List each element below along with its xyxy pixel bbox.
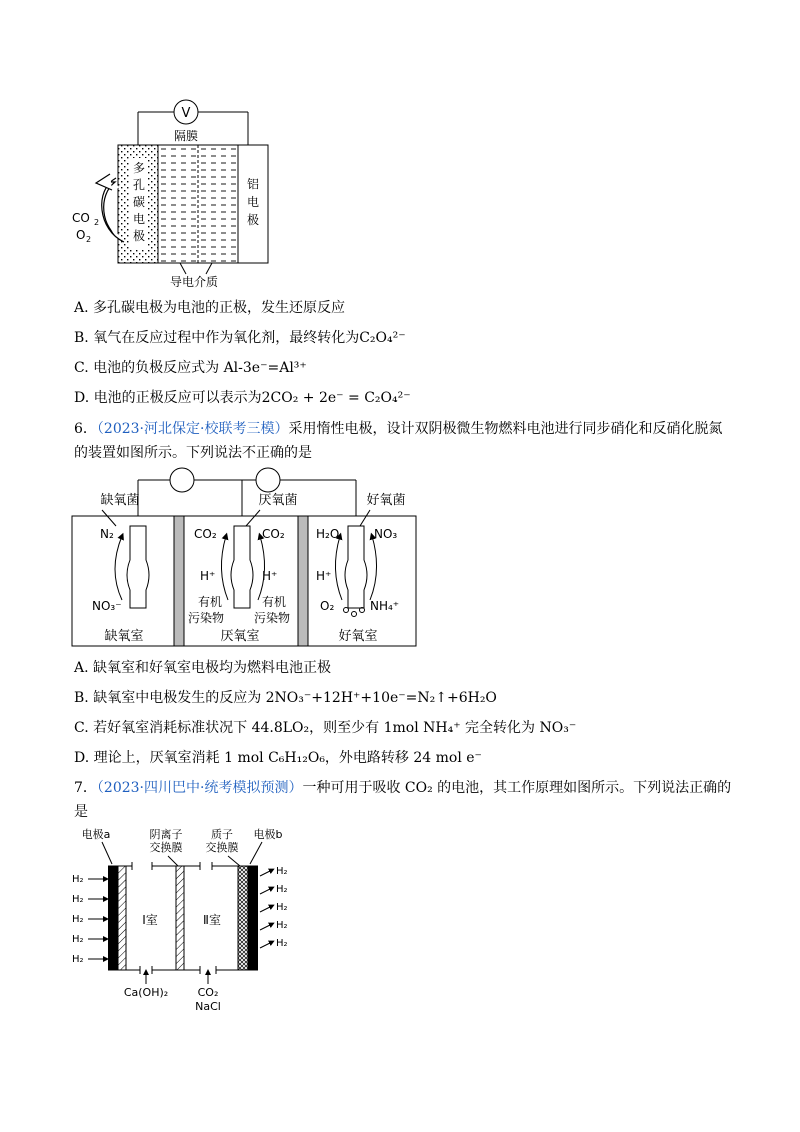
svg-text:H₂: H₂ <box>276 902 288 913</box>
svg-text:污染物: 污染物 <box>188 611 225 625</box>
fuel-cell-diagram-q6 <box>70 460 440 650</box>
svg-text:质子: 质子 <box>211 828 233 841</box>
svg-text:污染物: 污染物 <box>254 611 291 625</box>
svg-text:有机: 有机 <box>198 595 223 609</box>
q5-option-d: D. 电池的正极反应可以表示为2CO₂ + 2e⁻ = C₂O₄²⁻ <box>74 390 411 406</box>
svg-text:Ⅱ室: Ⅱ室 <box>203 913 221 927</box>
q6-option-a: A. 缺氧室和好氧室电极均为燃料电池正极 <box>74 660 332 676</box>
svg-text:Ⅰ室: Ⅰ室 <box>142 913 158 927</box>
svg-text:厌氧菌: 厌氧菌 <box>258 493 298 508</box>
svg-text:H₂: H₂ <box>72 894 84 905</box>
svg-text:O₂: O₂ <box>320 599 335 613</box>
svg-text:铝: 铝 <box>246 177 260 191</box>
svg-text:电极b: 电极b <box>253 828 283 841</box>
svg-text:H₂: H₂ <box>276 884 288 895</box>
svg-text:CO₂: CO₂ <box>194 527 217 541</box>
membrane-label: 隔膜 <box>173 129 199 143</box>
svg-text:Ca(OH)₂: Ca(OH)₂ <box>123 986 169 999</box>
svg-text:2: 2 <box>86 235 92 244</box>
q6-option-b: B. 缺氧室中电极发生的反应为 2NO₃⁻+12H⁺+10e⁻=N₂↑+6H₂O <box>74 690 497 706</box>
svg-text:O: O <box>76 228 86 242</box>
svg-text:有机: 有机 <box>262 595 287 609</box>
svg-text:电极a: 电极a <box>81 828 111 841</box>
svg-text:交换膜: 交换膜 <box>149 841 183 854</box>
q5-option-a: A. 多孔碳电极为电池的正极，发生还原反应 <box>74 300 346 316</box>
svg-text:H₂: H₂ <box>276 866 288 877</box>
medium-label: 导电介质 <box>169 275 219 289</box>
svg-text:阴离子: 阴离子 <box>149 828 183 841</box>
svg-text:V: V <box>181 106 191 121</box>
q6-stem-line1: 6．（2023·河北保定·校联考三模）采用惰性电极，设计双阴极微生物燃料电池进行同步硝化和反硝化脱氮 <box>74 421 723 437</box>
svg-text:NH₄⁺: NH₄⁺ <box>370 599 400 613</box>
co2-absorption-cell-diagram-q7 <box>68 824 318 1016</box>
svg-text:H₂: H₂ <box>276 920 288 931</box>
q6-option-d: D. 理论上，厌氧室消耗 1 mol C₆H₁₂O₆，外电路转移 24 mol e⁻ <box>74 750 482 766</box>
svg-text:CO₂: CO₂ <box>197 986 219 999</box>
q6-stem-line2: 的装置如图所示。下列说法不正确的是 <box>74 445 312 461</box>
svg-text:多: 多 <box>132 161 146 175</box>
battery-diagram-q5 <box>60 90 300 290</box>
svg-text:H⁺: H⁺ <box>200 569 216 583</box>
q6-source: （2023·河北保定·校联考三模） <box>96 421 289 437</box>
svg-text:H⁺: H⁺ <box>262 569 278 583</box>
svg-text:孔: 孔 <box>132 178 146 192</box>
q5-option-b: B. 氧气在反应过程中作为氧化剂，最终转化为C₂O₄²⁻ <box>74 330 406 346</box>
svg-text:N₂: N₂ <box>100 527 114 541</box>
svg-text:厌氧室: 厌氧室 <box>220 629 260 644</box>
svg-text:H₂: H₂ <box>72 914 84 925</box>
svg-text:好氧菌: 好氧菌 <box>366 493 406 508</box>
q7-stem-line1: 7．（2023·四川巴中·统考模拟预测）一种可用于吸收 CO₂ 的电池，其工作原理如图所示。下列说法正确的 <box>74 780 732 796</box>
q5-option-c: C. 电池的负极反应式为 Al-3e⁻=Al³⁺ <box>74 360 307 376</box>
svg-text:NO₃: NO₃ <box>374 527 398 541</box>
svg-text:NO₃⁻: NO₃⁻ <box>92 599 122 613</box>
svg-text:缺氧菌: 缺氧菌 <box>100 493 140 508</box>
svg-text:CO₂: CO₂ <box>262 527 285 541</box>
svg-text:交换膜: 交换膜 <box>205 841 239 854</box>
svg-text:电: 电 <box>132 212 146 226</box>
svg-text:电: 电 <box>246 195 260 209</box>
svg-text:H₂: H₂ <box>72 874 84 885</box>
svg-text:2: 2 <box>94 218 100 227</box>
svg-text:碳: 碳 <box>132 195 146 209</box>
q7-source: （2023·四川巴中·统考模拟预测） <box>96 780 303 796</box>
q7-stem-line2: 是 <box>74 804 88 820</box>
svg-text:极: 极 <box>132 229 146 243</box>
svg-text:缺氧室: 缺氧室 <box>104 629 144 644</box>
q6-option-c: C. 若好氧室消耗标准状况下 44.8LO₂，则至少有 1mol NH₄⁺ 完全转化为 NO₃⁻ <box>74 720 577 736</box>
svg-text:H₂: H₂ <box>276 938 288 949</box>
svg-text:NaCl: NaCl <box>195 1000 221 1013</box>
svg-text:极: 极 <box>246 213 260 227</box>
svg-text:H₂: H₂ <box>72 934 84 945</box>
svg-text:H₂O: H₂O <box>316 527 340 541</box>
svg-text:H₂: H₂ <box>72 954 84 965</box>
svg-text:H⁺: H⁺ <box>316 569 332 583</box>
svg-text:CO: CO <box>72 211 90 225</box>
svg-text:好氧室: 好氧室 <box>338 629 378 644</box>
